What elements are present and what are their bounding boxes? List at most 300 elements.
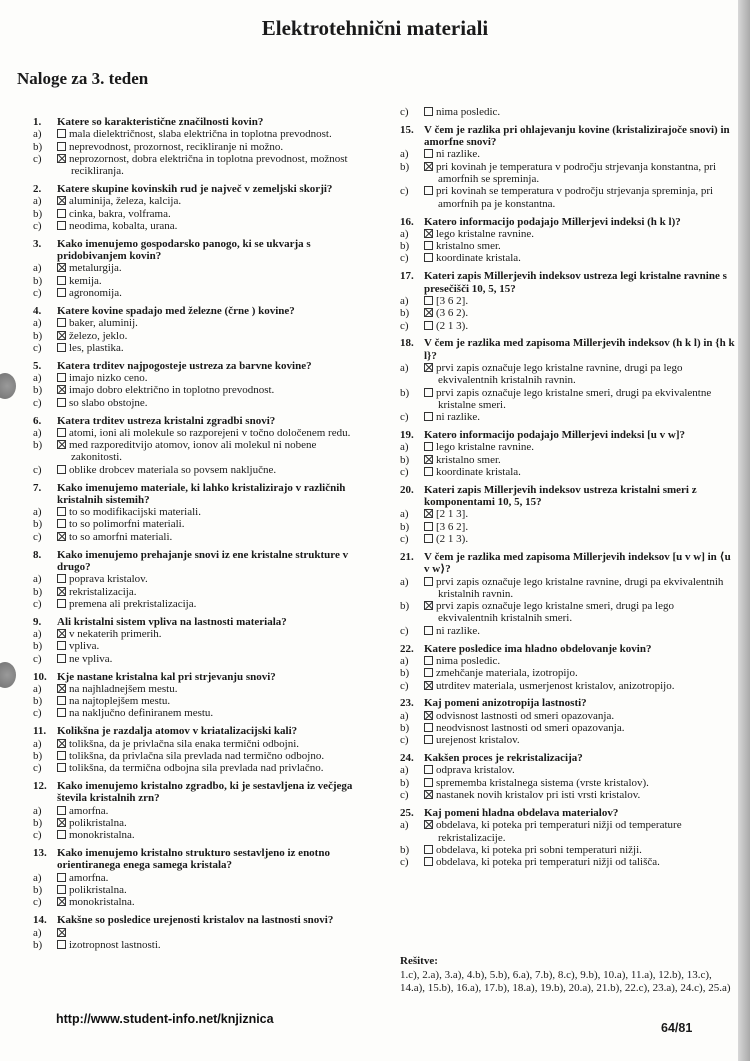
document-title: Elektrotehnični materiali xyxy=(261,16,489,40)
question-number: 5. xyxy=(33,359,42,372)
answer-option xyxy=(33,695,368,707)
option-text: ne vpliva. xyxy=(69,652,113,665)
answer-checkbox[interactable] xyxy=(57,428,66,437)
answer-option xyxy=(400,655,735,667)
option-text-wrap xyxy=(57,208,368,220)
question-item xyxy=(400,429,735,478)
answer-option xyxy=(33,220,368,232)
answer-checkbox[interactable] xyxy=(57,398,66,407)
option-text-wrap xyxy=(424,441,735,453)
answer-checkbox[interactable] xyxy=(424,626,433,635)
option-text: so slabo obstojne. xyxy=(69,396,148,409)
option-letter: a) xyxy=(33,426,42,439)
question-item xyxy=(400,551,735,637)
answer-checkbox[interactable] xyxy=(424,723,433,732)
answer-checkbox[interactable] xyxy=(57,465,66,474)
answer-checkbox[interactable] xyxy=(424,149,433,158)
answer-option xyxy=(400,411,735,423)
option-text-wrap xyxy=(57,195,368,207)
answer-checkbox[interactable] xyxy=(57,587,66,596)
option-letter: c) xyxy=(400,624,409,637)
question-text: Kakšen proces je rekristalizacija? xyxy=(424,752,583,765)
answer-option xyxy=(33,805,368,817)
option-text-wrap xyxy=(57,439,368,464)
answer-checkbox[interactable] xyxy=(57,331,66,340)
question-text: Katero informacijo podajajo Millerjevi indeksi [u v w]? xyxy=(424,429,686,442)
option-text: (2 1 3). xyxy=(436,533,469,546)
question-item xyxy=(400,807,735,868)
answer-checkbox[interactable] xyxy=(424,857,433,866)
answer-option xyxy=(400,789,735,801)
option-text: neodvisnost lastnosti od smeri opazovanja. xyxy=(436,722,625,734)
answer-checkbox[interactable] xyxy=(424,765,433,774)
answer-checkbox[interactable] xyxy=(57,373,66,382)
option-text: tolikšna, da privlačna sila prevlada nad termično odbojno. xyxy=(69,749,325,762)
option-text-wrap xyxy=(57,896,368,908)
answer-checkbox[interactable] xyxy=(424,253,433,262)
option-letter: a) xyxy=(400,575,409,588)
option-letter: a) xyxy=(400,441,409,454)
option-letter: a) xyxy=(33,506,42,519)
answer-checkbox[interactable] xyxy=(424,241,433,250)
answer-option xyxy=(400,252,735,264)
answer-option xyxy=(400,819,735,844)
solutions-text: 1.c), 2.a), 3.a), 4.b), 5.b), 6.a), 7.b), 8.c), 9.b), 10.a), 11.a), 12.b), 13.c), 14.a), 15.b), 16.a), 17.b), 18.a), 19.b), 20.a), 21.b), 22.c), 23.a), 24.c), 25.a) xyxy=(400,968,731,994)
question-item xyxy=(33,780,368,841)
option-text-wrap xyxy=(57,762,368,774)
option-letter: b) xyxy=(400,386,410,399)
answer-option xyxy=(33,342,368,354)
answer-option xyxy=(33,927,368,939)
option-text-wrap xyxy=(57,372,368,384)
option-text-wrap xyxy=(57,317,368,329)
answer-option xyxy=(400,625,735,637)
answer-checkbox[interactable] xyxy=(57,684,66,693)
option-text-wrap xyxy=(57,695,368,707)
answer-checkbox[interactable] xyxy=(57,806,66,815)
option-text-wrap xyxy=(57,653,368,665)
option-text: železo, jeklo. xyxy=(69,329,128,342)
answer-option xyxy=(33,817,368,829)
answer-checkbox[interactable] xyxy=(424,656,433,665)
option-letter: c) xyxy=(400,856,409,869)
answer-checkbox[interactable] xyxy=(424,601,433,610)
answer-checkbox[interactable] xyxy=(57,154,66,163)
option-letter: b) xyxy=(33,518,43,531)
option-text-wrap xyxy=(424,844,735,856)
option-text-wrap xyxy=(57,531,368,543)
question-header xyxy=(400,697,735,709)
option-letter: c) xyxy=(400,734,409,747)
question-header xyxy=(33,914,368,926)
option-letter: c) xyxy=(400,679,409,692)
answer-option xyxy=(33,287,368,299)
answer-checkbox[interactable] xyxy=(424,467,433,476)
question-text: Katere kovine spadajo med železne (črne ) kovine? xyxy=(57,304,295,317)
option-letter: b) xyxy=(33,207,43,220)
option-text-wrap xyxy=(57,141,368,153)
option-letter: c) xyxy=(33,597,42,610)
solutions-heading: Rešitve: xyxy=(400,955,438,967)
answer-checkbox[interactable] xyxy=(57,830,66,839)
answer-checkbox[interactable] xyxy=(57,574,66,583)
question-header xyxy=(400,270,735,295)
option-text-wrap xyxy=(57,939,368,951)
option-letter: a) xyxy=(33,737,42,750)
answer-checkbox[interactable] xyxy=(57,196,66,205)
answer-checkbox[interactable] xyxy=(424,534,433,543)
question-item xyxy=(400,697,735,746)
question-number: 7. xyxy=(33,481,42,494)
answer-checkbox[interactable] xyxy=(57,641,66,650)
question-text: V čem je razlika pri ohlajevanju kovine (kristalizirajoče snovi) in amorfne snovi? xyxy=(424,123,730,149)
question-number: 12. xyxy=(33,780,47,793)
question-item xyxy=(33,360,368,409)
option-text-wrap xyxy=(57,128,368,140)
option-letter: b) xyxy=(33,140,43,153)
answer-checkbox[interactable] xyxy=(57,129,66,138)
question-header xyxy=(33,183,368,195)
answer-option xyxy=(33,275,368,287)
answer-option xyxy=(400,185,735,210)
option-letter: a) xyxy=(33,871,42,884)
answer-checkbox[interactable] xyxy=(424,790,433,799)
answer-checkbox[interactable] xyxy=(424,509,433,518)
option-text: nastanek novih kristalov pri isti vrsti kristalov. xyxy=(436,789,641,802)
answer-checkbox[interactable] xyxy=(57,209,66,218)
option-text: oblike drobcev materiala so povsem naključne. xyxy=(69,463,277,476)
answer-option xyxy=(33,195,368,207)
option-text: agronomija. xyxy=(69,287,122,300)
answer-checkbox[interactable] xyxy=(57,818,66,827)
answer-option xyxy=(400,307,735,319)
option-letter: c) xyxy=(400,252,409,265)
option-text: odprava kristalov. xyxy=(436,764,515,777)
option-text-wrap xyxy=(424,307,735,319)
question-number: 24. xyxy=(400,752,414,765)
question-item xyxy=(400,643,735,692)
answer-checkbox[interactable] xyxy=(424,321,433,330)
question-item xyxy=(33,238,368,299)
option-text-wrap xyxy=(424,819,735,844)
question-header xyxy=(33,238,368,263)
answer-option xyxy=(33,939,368,951)
option-text-wrap xyxy=(424,710,735,722)
answer-option xyxy=(400,295,735,307)
question-text: Kateri zapis Millerjevih indeksov ustreza kristalni smeri z komponentami 10, 5, 15? xyxy=(424,483,697,509)
option-text-wrap xyxy=(424,734,735,746)
option-text-wrap xyxy=(424,764,735,776)
question-item xyxy=(400,270,735,331)
answer-checkbox[interactable] xyxy=(57,897,66,906)
answer-option xyxy=(33,738,368,750)
option-letter: b) xyxy=(33,640,43,653)
question-number: 18. xyxy=(400,337,414,350)
option-text: pri kovinah se temperatura v področju strjevanja spreminja, pri amorfnih pa je konstantna. xyxy=(436,185,714,210)
answer-option xyxy=(400,454,735,466)
option-letter: a) xyxy=(33,573,42,586)
solutions xyxy=(400,955,735,994)
answer-checkbox[interactable] xyxy=(57,440,66,449)
question-item xyxy=(33,305,368,354)
answer-checkbox[interactable] xyxy=(57,318,66,327)
answer-checkbox[interactable] xyxy=(57,873,66,882)
answer-option xyxy=(400,387,735,412)
answer-checkbox[interactable] xyxy=(424,107,433,116)
option-text: neodima, kobalta, urana. xyxy=(69,219,178,232)
option-text: [3 6 2]. xyxy=(436,520,469,533)
question-number: 25. xyxy=(400,806,414,819)
option-text-wrap xyxy=(424,533,735,545)
answer-option xyxy=(33,707,368,719)
answer-checkbox[interactable] xyxy=(57,739,66,748)
option-text: lego kristalne ravnine. xyxy=(436,441,535,454)
question-text: Katere posledice ima hladno obdelovanje kovin? xyxy=(424,642,652,655)
option-text: neprevodnost, prozornost, recikliranje ni možno. xyxy=(69,140,284,153)
question-text: Kako imenujemo materiale, ki lahko kristalizirajo v različnih kristalnih sistemih? xyxy=(57,481,346,506)
answer-option xyxy=(400,161,735,186)
answer-checkbox[interactable] xyxy=(424,711,433,720)
option-text-wrap xyxy=(424,454,735,466)
answer-checkbox[interactable] xyxy=(424,186,433,195)
option-text-wrap xyxy=(424,466,735,478)
answer-option xyxy=(33,586,368,598)
answer-checkbox[interactable] xyxy=(57,708,66,717)
question-number: 11. xyxy=(33,725,47,738)
answer-checkbox[interactable] xyxy=(424,778,433,787)
answer-option xyxy=(33,372,368,384)
question-text: Katero informacijo podajajo Millerjevi indeksi (h k l)? xyxy=(424,215,681,228)
answer-option xyxy=(400,680,735,692)
option-letter: a) xyxy=(33,372,42,385)
question-number: 16. xyxy=(400,215,414,228)
option-letter: a) xyxy=(33,682,42,695)
answer-checkbox[interactable] xyxy=(57,288,66,297)
answer-checkbox[interactable] xyxy=(424,845,433,854)
answer-checkbox[interactable] xyxy=(57,940,66,949)
answer-option xyxy=(400,533,735,545)
option-text-wrap xyxy=(424,576,735,601)
option-text: ni razlike. xyxy=(436,624,480,637)
option-text-wrap xyxy=(424,240,735,252)
question-item xyxy=(33,725,368,774)
answer-checkbox[interactable] xyxy=(57,263,66,272)
option-text-wrap xyxy=(57,262,368,274)
option-text-wrap xyxy=(57,817,368,829)
option-text: to so amorfni materiali. xyxy=(69,530,173,543)
option-text-wrap xyxy=(424,680,735,692)
answer-checkbox[interactable] xyxy=(424,308,433,317)
option-letter: a) xyxy=(400,819,409,832)
answer-option xyxy=(400,240,735,252)
answer-checkbox[interactable] xyxy=(57,599,66,608)
answer-checkbox[interactable] xyxy=(57,142,66,151)
option-text: na najtoplejšem mestu. xyxy=(69,695,171,708)
question-item xyxy=(33,482,368,543)
question-number: 8. xyxy=(33,548,42,561)
question-text: Kateri zapis Millerjevih indeksov ustreza legi kristalne ravnine s presečišči 10, 5, 15? xyxy=(424,270,727,295)
question-number: 14. xyxy=(33,914,47,927)
option-text: prvi zapis označuje lego kristalne smeri, drugi pa ekvivalentne kristalne smeri. xyxy=(436,386,712,411)
question-number: 17. xyxy=(400,270,414,283)
option-letter: a) xyxy=(33,128,42,141)
answer-checkbox[interactable] xyxy=(424,820,433,829)
option-letter: a) xyxy=(33,317,42,330)
option-text-wrap xyxy=(57,384,368,396)
answer-checkbox[interactable] xyxy=(57,221,66,230)
answer-checkbox[interactable] xyxy=(424,412,433,421)
answer-option xyxy=(33,464,368,476)
answer-option xyxy=(400,320,735,332)
option-text: na naključno definiranem mestu. xyxy=(69,707,214,720)
option-text: baker, aluminij. xyxy=(69,317,138,330)
option-letter: a) xyxy=(33,262,42,275)
question-text: Kakšne so posledice urejenosti kristalov na lastnosti snovi? xyxy=(57,914,334,927)
option-text: metalurgija. xyxy=(69,262,122,275)
answer-option xyxy=(400,600,735,625)
option-text-wrap xyxy=(57,518,368,530)
option-text-wrap xyxy=(424,789,735,801)
answer-checkbox[interactable] xyxy=(57,654,66,663)
answer-checkbox[interactable] xyxy=(57,928,66,937)
option-text-wrap xyxy=(57,628,368,640)
option-text-wrap xyxy=(57,750,368,762)
option-text-wrap xyxy=(57,586,368,598)
option-text: monokristalna. xyxy=(69,896,135,909)
answer-checkbox[interactable] xyxy=(57,629,66,638)
answer-option xyxy=(33,141,368,153)
answer-option xyxy=(33,384,368,396)
option-letter: a) xyxy=(33,804,42,817)
answer-checkbox[interactable] xyxy=(424,363,433,372)
question-number: 4. xyxy=(33,304,42,317)
option-text: neprozornost, dobra električna in toplotna prevodnost, možnost recikliranja. xyxy=(69,152,348,178)
option-letter: c) xyxy=(400,185,409,198)
question-number: 22. xyxy=(400,642,414,655)
answer-checkbox[interactable] xyxy=(424,296,433,305)
option-letter: a) xyxy=(400,148,409,161)
option-text: obdelava, ki poteka pri temperaturi nižji od tališča. xyxy=(436,856,660,869)
option-letter: c) xyxy=(33,219,42,232)
answer-checkbox[interactable] xyxy=(57,763,66,772)
option-text: med razporeditvijo atomov, ionov ali molekul ni nobene zakonitosti. xyxy=(69,439,317,464)
option-letter: c) xyxy=(33,707,42,720)
option-letter: b) xyxy=(400,667,410,680)
question-item xyxy=(400,216,735,265)
question-header xyxy=(400,337,735,362)
watermark-url[interactable]: http://www.student-info.net/knjiznica xyxy=(56,1012,274,1026)
answer-checkbox[interactable] xyxy=(57,532,66,541)
question-header xyxy=(33,116,368,128)
question-number: 23. xyxy=(400,697,414,710)
answer-checkbox[interactable] xyxy=(424,229,433,238)
option-letter: b) xyxy=(400,240,410,253)
answer-checkbox[interactable] xyxy=(57,507,66,516)
option-letter: a) xyxy=(400,764,409,777)
answer-option xyxy=(400,441,735,453)
answer-checkbox[interactable] xyxy=(424,681,433,690)
question-number: 1. xyxy=(33,116,42,128)
answer-checkbox[interactable] xyxy=(424,668,433,677)
option-text-wrap xyxy=(424,252,735,264)
answer-checkbox[interactable] xyxy=(424,162,433,171)
option-letter: b) xyxy=(400,843,410,856)
answer-option xyxy=(33,829,368,841)
answer-checkbox[interactable] xyxy=(57,385,66,394)
answer-option xyxy=(400,734,735,746)
option-letter: b) xyxy=(33,329,43,342)
option-letter: c) xyxy=(400,533,409,546)
option-text: nima posledic. xyxy=(436,106,501,118)
question-header xyxy=(33,305,368,317)
question-item xyxy=(33,549,368,610)
answer-checkbox[interactable] xyxy=(57,751,66,760)
option-letter: c) xyxy=(33,396,42,409)
option-letter: c) xyxy=(400,106,409,118)
option-letter: b) xyxy=(33,384,43,397)
option-text: v nekaterih primerih. xyxy=(69,628,162,641)
option-letter: b) xyxy=(33,274,43,287)
option-letter: a) xyxy=(400,362,409,375)
option-text-wrap xyxy=(424,185,735,210)
answer-option xyxy=(400,856,735,868)
answer-option xyxy=(33,640,368,652)
answer-checkbox[interactable] xyxy=(57,276,66,285)
option-text: koordinate kristala. xyxy=(436,252,521,265)
option-text-wrap xyxy=(57,872,368,884)
answer-checkbox[interactable] xyxy=(424,388,433,397)
answer-checkbox[interactable] xyxy=(424,442,433,451)
option-letter: b) xyxy=(400,722,410,734)
option-letter: c) xyxy=(400,319,409,332)
answer-checkbox[interactable] xyxy=(424,455,433,464)
question-text: Kako imenujemo kristalno strukturo sestavljeno iz enotno orientiranega enega samega kristala? xyxy=(57,847,330,872)
option-letter: c) xyxy=(33,152,42,165)
option-text-wrap xyxy=(424,161,735,186)
answer-checkbox[interactable] xyxy=(424,522,433,531)
answer-option xyxy=(400,508,735,520)
answer-checkbox[interactable] xyxy=(57,519,66,528)
question-header xyxy=(33,847,368,872)
answer-checkbox[interactable] xyxy=(57,343,66,352)
answer-checkbox[interactable] xyxy=(57,696,66,705)
answer-option xyxy=(33,262,368,274)
question-item xyxy=(400,337,735,423)
answer-checkbox[interactable] xyxy=(424,577,433,586)
option-text: vpliva. xyxy=(69,640,100,653)
option-text: tolikšna, da je privlačna sila enaka termični odbojni. xyxy=(69,737,300,750)
answer-option xyxy=(400,844,735,856)
answer-checkbox[interactable] xyxy=(424,735,433,744)
option-letter: a) xyxy=(33,628,42,641)
option-text: polikristalna. xyxy=(69,884,127,897)
option-text: (3 6 2). xyxy=(436,307,469,320)
scan-edge-shadow xyxy=(738,0,750,1061)
answer-option xyxy=(33,762,368,774)
option-letter: c) xyxy=(33,652,42,665)
option-text-wrap xyxy=(424,722,735,734)
answer-checkbox[interactable] xyxy=(57,885,66,894)
option-letter: c) xyxy=(33,762,42,775)
question-text: Katere so karakteristične značilnosti kovin? xyxy=(57,116,264,128)
question-header xyxy=(400,484,735,509)
option-text-wrap xyxy=(57,884,368,896)
option-text: to so polimorfni materiali. xyxy=(69,518,185,531)
option-letter: c) xyxy=(33,341,42,354)
option-text: ni razlike. xyxy=(436,411,480,424)
option-text: [3 6 2]. xyxy=(436,294,469,307)
answer-option xyxy=(33,896,368,908)
